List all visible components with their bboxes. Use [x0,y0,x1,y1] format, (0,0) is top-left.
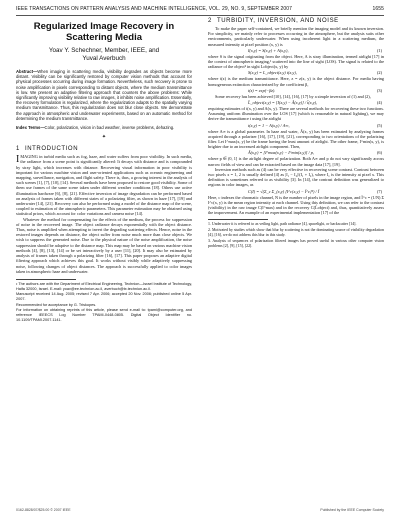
abstract-text: When imaging in scattering media, visibility degrades as objects become more distant. Visibility can be significantly restored by computer vision methods that account for physical processes occurring during image formation. Nevertheless, such recovery is prone to noise amplification in pixels corresponding to distant objects, where the medium transmittance is low. We present an adaptive filtering approach that counters the above problems: While significantly improving visibility relative to raw images, it inhibits noise amplification. Essentially, the recovery formulation is regularized, where the regularization adapts to the spatially varying medium transmittance. Thus, this regularization does not blur close objects. We demonstrate the approach in atmospheric and underwater experiments, based on an automatic method for determining the medium transmittance. [16,69,192,121]
equation-number: (6) [376,150,382,156]
journal-info: IEEE TRANSACTIONS ON PATTERN ANALYSIS AND MACHINE INTELLIGENCE, VOL. 29, NO. 9, SEPTEMBER 2007 [16,6,293,12]
equation-number: (5) [376,122,382,128]
section-2-paragraph: where A∞ is a global parameter. In haze and water, Â(x, y) has been estimated by analyzing frames acquired through a polarizer [16], [17], [19], [21], corresponding to two orientations of the polarizing filter. Let I^max(x, y) be the frame having the least amount of airlight. The other frame, I^min(x, y), is brighter due to an increased airlight component. Then, [208,128,384,150]
paper-title: Regularized Image Recovery in Scattering Media [33,21,175,43]
authors [16,47,192,63]
index-terms-text: Color, polarization, vision in bad weather, inverse problems, dehazing. [44,125,175,131]
equation-number: (1) [376,47,382,53]
equation-2: S(x,y) = L_object(x,y) t(x,y), (2) [248,70,382,76]
drop-cap: I [16,154,20,166]
affiliation-notes [16,282,192,323]
section-1-number: 1 [16,146,20,153]
equation-5: t(x,y) = 1 − A(x,y) / A∞, (5) [248,122,382,128]
section-1-heading [16,146,192,152]
section-1-title: INTRODUCTION [24,146,79,153]
section-2-paragraph: where S is the signal originating from the object. Here, A is stray illumination, termed airlight [17] in the context of atmospheric imaging,¹ scattered into the line of sight (LOS). The signal is related to the radiance of the object² in sight Lobject(x, y) by [208,53,384,70]
abstract [16,69,192,121]
header-rule [16,15,384,16]
acceptance-note: Recommended for acceptance by G. Triskopes. [16,302,97,307]
copyright: 0162-8828/07/$25.00 © 2007 IEEE [16,508,71,512]
footnote-rule [208,219,268,220]
section-2-paragraph: where t(z) is the medium transmittance. Here, z = z(x, y) is the object distance. For media having homogeneous extinction characterized by the coefficient β, [208,76,384,87]
equation-1: I(x,y) = S(x,y) + A(x,y), (1) [248,47,382,53]
index-terms [16,125,192,130]
equation-7: C(I) = √(Σ_c Σ_(x,y) [I^c(x,y) − Ī^c]²) / Ī (7) [248,188,382,194]
section-2-paragraph: Inversion methods such as (4) can be very effective in recovering scene contrast. Contrast between two pixels x = 1, 2 is usually defined [4] as |I₁ − I₂|/(I₁ + I₂), where I₁ is the intensity at pixel x. This definition is sometimes referred to as visibility [3]. In [14], the contrast definition was generalized to regions in color images, as [208,166,384,188]
page-number: 1655 [372,6,384,12]
reprint-note: For information on obtaining reprints of this article, please send e-mail to: tpami@computer.org, and reference IEEECS Log Number TPAMI-0448-0805. Digital Object Identifier no. 10.1109/TPAMI.2007.1141. [16,308,192,322]
running-header [16,6,384,15]
manuscript-note: Manuscript received 14 Aug. 2005; revised 7 Apr. 2006; accepted 20 Nov. 2006; published online 5 Apr. 2007. [16,292,192,302]
section-2-title: TURBIDITY, INVERSION, AND NOISE [216,18,339,24]
section-2-paragraph: requiring estimates of t(x, y) and A(x, y). There are several methods for recovering these two functions. Assuming uniform illumination over the LOS [17] (which is reasonable in natural lighting), we may derive the transmittance t using the airlight [208,106,385,122]
equation-3: t(z) = exp(−βz). (3) [248,87,382,93]
section-2-paragraph: To make the paper self-contained, we briefly mention the imaging model and its known inversion. For simplicity, we mainly refer to processes occurring in the atmosphere, but the analysis suits other environments, particularly underwater. When using incoherent light in a scattering medium, the measured intensity at pixel position (x, y) is [208,26,384,47]
footnote: 3. Analysis of sequences of polarization filtered images has proved useful in various other computer vision problems [2], [9], [15], [22]. [208,238,384,248]
footnotes [208,222,384,248]
index-terms-label: Index Terms— [16,125,45,131]
section-2-number: 2 [208,18,212,24]
equation-6: Â(x,y) = [I^max(x,y) − I^min(x,y)] / p, (6) [248,150,382,156]
section-2-paragraph: Here, c indexes the chromatic channel, N is the number of pixels in the image region, and Ī^c = (1/N) Σ I^c(x, y) is the mean region intensity at each channel. Using this definition, we can refer to the contrast (visibility) in the raw image C(I^max) and in the recovery C(L̂object) and, thus, quantitatively assess the improvement. An example of an experimental implementation [17] of the [208,194,384,216]
affiliation-note: • The authors are with the Department of Electrical Engineering, Technion—Israel Institute of Technology, Haifa 32000, Israel. E-mail: yoav@ee.technion.ac.il, averbuch@tx.technion.ac.il. [16,281,193,291]
section-1-body [16,154,192,274]
authors-line-1: Yoav Y. Schechner, Member, IEEE, and [48,47,160,54]
equation-4: L̂_object(x,y) = [I(x,y) − Â(x,y)] / t̂(x,y), (4) [248,100,382,106]
section-2-heading [208,18,384,24]
abstract-label: Abstract— [16,69,38,74]
equation-number: (4) [376,100,382,106]
equation-number: (7) [376,188,382,194]
equation-number: (3) [376,87,382,93]
footnote: 1. Underwater it is referred to as veiling light, path radiance [4], spacelight, or backscatter [14]. [208,222,357,227]
footnote: 2. Motivated by studies which show that blur by scattering is not the dominating source of visibility degradation [4], [16], we do not address this blur in this study. [208,228,384,238]
section-1-paragraph: IMAGING in turbid media such as fog, haze, and water suffers from poor visibility. In such media, the radiance from a scene point is significantly altered: It decays with distance and is compounded by stray light, which increases with distance. Recovering visual information in poor visibility is important for various machine vision and user-oriented applications such as oceanic engineering and mapping, surveillance, navigation, and flight safety. There is, thus, a growing interest in the analysis of such scenes [1], [7], [10], [14]. Several methods have been proposed to restore good visibility. Some of them use frames of the same scene taken under different weather conditions [18]. Others use active illumination hardware [6], [8], [21]. Effective inversion of image degradation can be performed based on analysis of frames taken with different states of a polarizing filter, as shown in haze [17], [19] and underwater [14], [21]. Recovery can also be performed using a model of the distance map of the scene, coupled to estimation of the atmospheric parameters. This parameter estimation may be obtained using statistical priors, which account for color variations and camera noise [14]. [16,154,192,217]
left-column [16,21,192,324]
authors-line-2: Yuval Averbuch [82,55,126,62]
ornament-icon: ✦ [101,135,107,141]
section-1-paragraph: Whatever the method for compensating for the effects of the medium, the process for suppression of noise in the recovered image. The object radiance decays exponentially with the object distance. Thus, noise is amplified when attempting to invert the degrading scattering effects. Hence, noise in the restored images depends on distance, the object suffer from noise much more than close objects. We wish to suppress the generated noise. Due to the physical nature of the noise amplification, the noise suppression should be adaptive to the distance map. This map may be based on various machine vision methods [4], [8], [13], [14] or be set interactively by a user [11], [20]. It may also be estimated by analysis of frames taken through a polarizing filter [16], [17]. This paper proposes an adaptive digital filtering approach which achieves this goal. It works without visibly while adaptively suppressing noise, following changes of object distances. The approach is successfully applied to color images taken in atmospheric haze and underwater. [16,216,192,274]
equation-number: (2) [376,70,382,76]
section-2-body [208,26,384,215]
section-2-paragraph: Some recovery has been achieved [10], [14], [16], [17] by a simple inversion of (1) and (2), [215,93,371,99]
section-2-paragraph: where p ∈ (0, 1] is the airlight degree of polarization. Both A∞ and p do not vary significantly across narrow fields of view and can be extracted based on the image data [17], [19]. [208,156,384,167]
footnote-rule [16,279,76,280]
publisher: Published by the IEEE Computer Society [320,508,384,512]
right-column [208,18,384,249]
